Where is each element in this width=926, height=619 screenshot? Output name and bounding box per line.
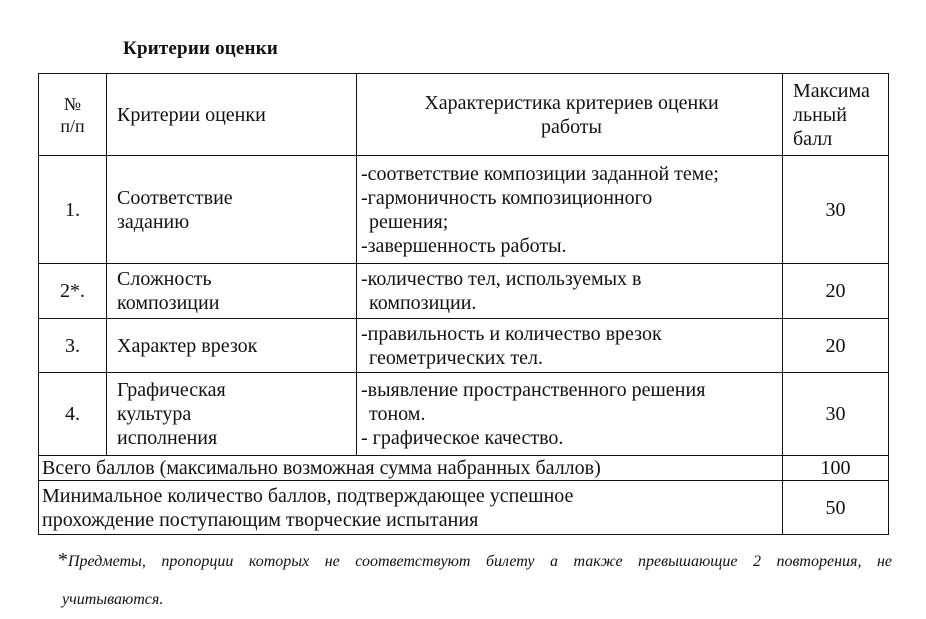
table-row xyxy=(39,264,889,319)
row-criteria-line: Характер врезок xyxy=(117,334,258,357)
row-max-score: 30 xyxy=(825,198,846,221)
total-label: Всего баллов (максимально возможная сумма набранных баллов) xyxy=(42,457,601,479)
row-max-score: 30 xyxy=(825,403,846,425)
row-criteria-line: Соответствие xyxy=(117,186,233,209)
header-num-line: № xyxy=(63,93,82,114)
row-num: 3. xyxy=(65,334,80,357)
row-criteria-cell xyxy=(107,264,357,319)
row-description-cell xyxy=(357,373,783,456)
row-description-line: - графическое качество. xyxy=(361,427,564,449)
row-criteria-line: исполнения xyxy=(117,427,218,449)
row-max-cell xyxy=(783,319,889,373)
row-num: 1. xyxy=(65,198,80,221)
row-criteria-cell xyxy=(107,373,357,456)
row-num: 2*. xyxy=(60,280,85,302)
table-row xyxy=(39,319,889,373)
row-description-line: решения; xyxy=(369,210,449,233)
row-description-cell xyxy=(357,319,783,373)
header-description-cell xyxy=(357,74,783,156)
minimum-label-cell xyxy=(39,481,783,535)
row-description-line: тоном. xyxy=(369,403,426,425)
header-num-cell xyxy=(39,74,107,156)
row-description-line: композиции. xyxy=(369,292,477,314)
footnote xyxy=(58,541,892,619)
footnote-asterisk: * xyxy=(58,549,68,571)
row-criteria-line: композиции xyxy=(117,292,220,314)
header-max-cell xyxy=(783,74,889,156)
table-header-row xyxy=(39,74,889,156)
page-title: Критерии оценки xyxy=(123,38,278,59)
row-max-cell xyxy=(783,373,889,456)
total-value-cell xyxy=(783,456,889,481)
row-max-cell xyxy=(783,156,889,264)
header-max-line: Максима xyxy=(793,79,870,102)
row-max-score: 20 xyxy=(825,280,846,302)
row-max-cell xyxy=(783,264,889,319)
row-criteria-cell xyxy=(107,319,357,373)
minimum-row xyxy=(39,481,889,535)
row-num-cell xyxy=(39,264,107,319)
row-num: 4. xyxy=(65,403,80,425)
header-max-line: льный xyxy=(793,103,847,126)
row-num-cell xyxy=(39,373,107,456)
row-description-cell xyxy=(357,264,783,319)
row-description-line: -соответствие композиции заданной теме; xyxy=(361,162,719,185)
row-num-cell xyxy=(39,156,107,264)
total-row xyxy=(39,456,889,481)
row-num-cell xyxy=(39,319,107,373)
table-row xyxy=(39,156,889,264)
row-max-score: 20 xyxy=(825,334,846,357)
row-description-line: геометрических тел. xyxy=(369,346,543,369)
total-label-cell xyxy=(39,456,783,481)
row-description-line: -гармоничность композиционного xyxy=(361,186,653,209)
row-criteria-cell xyxy=(107,156,357,264)
header-max-line: балл xyxy=(793,127,833,150)
header-description-line: работы xyxy=(541,115,602,138)
minimum-value-cell xyxy=(783,481,889,535)
header-num-line: п/п xyxy=(60,115,85,136)
minimum-label-line: прохождение поступающим творческие испытания xyxy=(42,508,479,531)
table-row xyxy=(39,373,889,456)
row-criteria-line: заданию xyxy=(117,210,190,233)
row-criteria-line: Сложность xyxy=(117,268,212,290)
header-criteria-text: Критерии оценки xyxy=(117,103,266,126)
row-description-line: -выявление пространственного решения xyxy=(361,379,706,401)
row-description-line: -завершенность работы. xyxy=(361,234,567,257)
row-description-cell xyxy=(357,156,783,264)
minimum-label-line: Минимальное количество баллов, подтверждающее успешное xyxy=(42,484,574,507)
total-value: 100 xyxy=(820,457,851,479)
row-description-line: -количество тел, используемых в xyxy=(361,268,642,290)
row-criteria-line: Графическая xyxy=(117,379,226,401)
row-criteria-line: культура xyxy=(117,403,192,425)
footnote-text: Предметы, пропорции которых не соответствуют билету а также превышающие 2 повторения, не учитываются. xyxy=(62,553,892,608)
header-criteria-cell xyxy=(107,74,357,156)
criteria-table xyxy=(38,73,889,535)
row-description-line: -правильность и количество врезок xyxy=(361,322,662,345)
header-description-line: Характеристика критериев оценки xyxy=(424,91,719,114)
minimum-value: 50 xyxy=(825,496,846,519)
